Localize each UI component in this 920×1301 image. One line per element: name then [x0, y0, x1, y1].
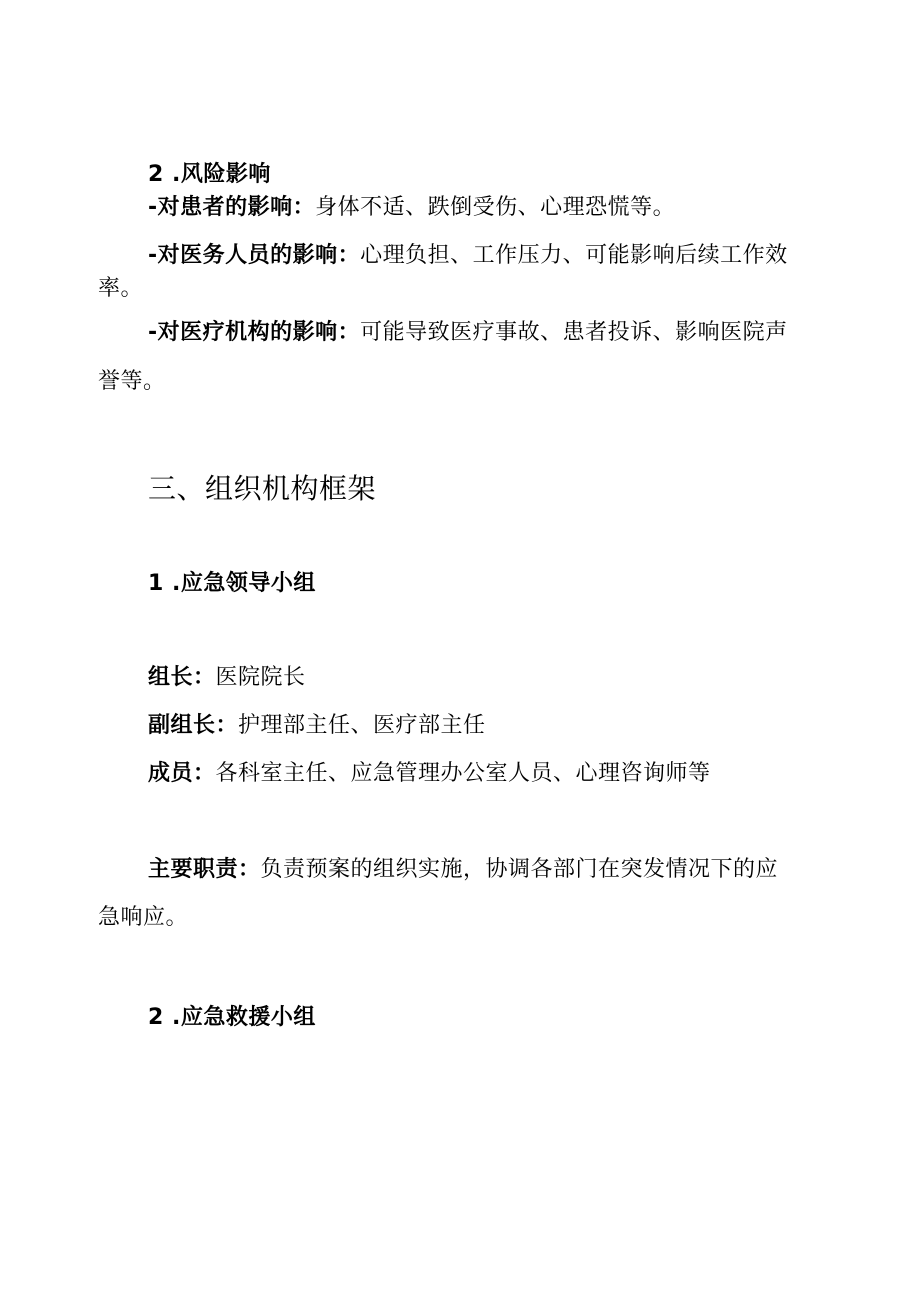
leader-value: 医院院长	[215, 665, 306, 690]
duties-continuation: 急响应。	[98, 905, 189, 930]
impact-institution-continuation: 誉等。	[98, 369, 166, 394]
impact-patients-line	[148, 193, 675, 223]
duties-text: 负责预案的组织实施，协调各部门在突发情况下的应	[260, 857, 779, 882]
members-value: 各科室主任、应急管理办公室人员、心理咨询师等	[215, 761, 711, 786]
impact-staff-line	[148, 241, 788, 271]
impact-institution-text: 可能导致医疗事故、患者投诉、影响医院声	[360, 320, 788, 345]
leader-line	[148, 663, 306, 693]
section-three-heading: 三、组织机构框架	[148, 472, 377, 505]
leader-label: 组长：	[148, 665, 216, 690]
risk-impact-heading: 2 .风险影响	[148, 162, 271, 187]
impact-patients-text: 身体不适、跌倒受伤、心理恐慌等。	[315, 195, 676, 220]
deputy-line	[148, 711, 486, 741]
members-label: 成员：	[148, 761, 216, 786]
members-line	[148, 759, 711, 789]
leadership-group-heading: 1 .应急领导小组	[148, 571, 316, 596]
impact-staff-continuation: 率。	[98, 276, 144, 301]
duties-label: 主要职责：	[148, 857, 261, 882]
impact-staff-label: -对医务人员的影响：	[148, 243, 361, 268]
impact-institution-line	[148, 318, 788, 348]
deputy-value: 护理部主任、医疗部主任	[238, 713, 486, 738]
impact-staff-text: 心理负担、工作压力、可能影响后续工作效	[360, 243, 788, 268]
deputy-label: 副组长：	[148, 713, 239, 738]
impact-patients-label: -对患者的影响：	[148, 195, 316, 220]
rescue-group-heading: 2 .应急救援小组	[148, 1005, 316, 1030]
duties-line	[148, 855, 778, 885]
impact-institution-label: -对医疗机构的影响：	[148, 320, 361, 345]
